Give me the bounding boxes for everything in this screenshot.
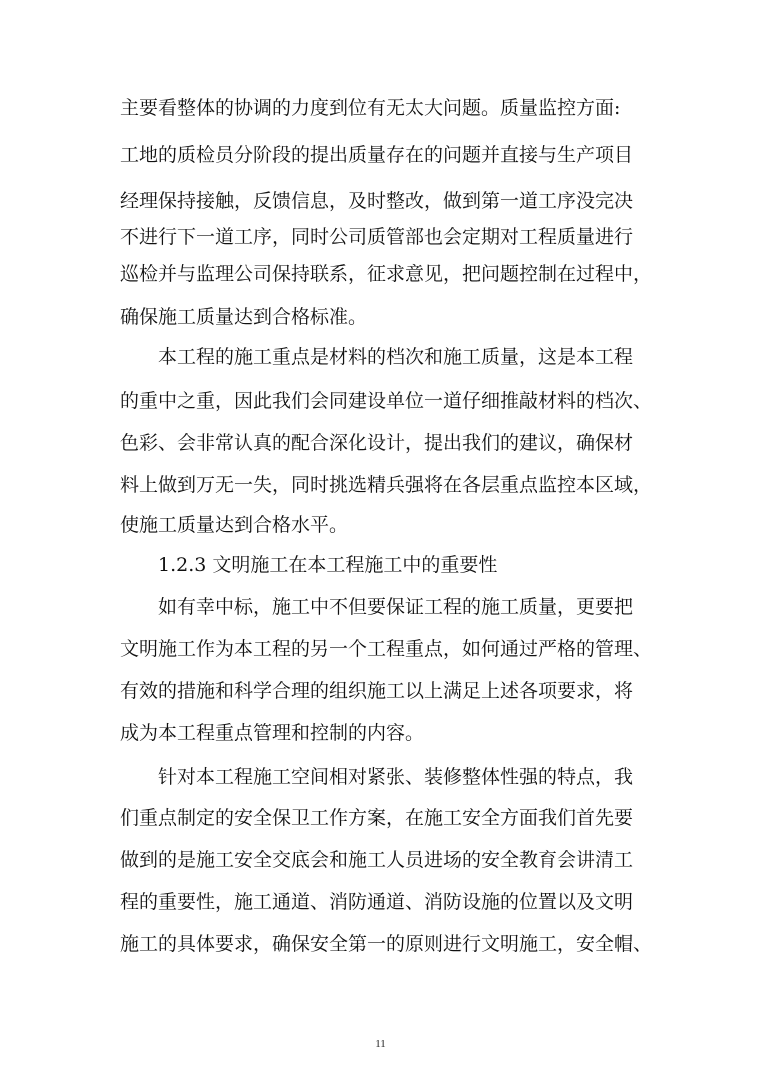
- text-line: 主要看整体的协调的力度到位有无太大问题。质量监控方面:: [120, 97, 621, 119]
- paragraph-first-line: 本工程的施工重点是材料的档次和施工质量，这是本工程: [158, 346, 634, 368]
- section-heading: 1.2.3 文明施工在本工程施工中的重要性: [158, 554, 498, 576]
- text-line: 色彩、会非常认真的配合深化设计，提出我们的建议，确保材: [120, 432, 634, 454]
- text-line: 成为本工程重点管理和控制的内容。: [120, 722, 425, 744]
- text-line: 工地的质检员分阶段的提出质量存在的问题并直接与生产项目: [120, 144, 634, 166]
- text-line: 确保施工质量达到合格标准。: [120, 306, 368, 328]
- text-line: 施工的具体要求，确保安全第一的原则进行文明施工，安全帽、: [120, 933, 653, 955]
- text-line: 不进行下一道工序，同时公司质管部也会定期对工程质量进行: [120, 226, 634, 248]
- text-line: 的重中之重，因此我们会同建设单位一道仔细推敲材料的档次、: [120, 390, 653, 412]
- text-line: 做到的是施工安全交底会和施工人员进场的安全教育会讲清工: [120, 849, 634, 871]
- text-line: 料上做到万无一失，同时挑选精兵强将在各层重点监控本区域，: [120, 474, 653, 496]
- page-number: 11: [375, 1038, 386, 1050]
- text-line: 们重点制定的安全保卫工作方案，在施工安全方面我们首先要: [120, 807, 634, 829]
- text-line: 经理保持接触，反馈信息，及时整改，做到第一道工序没完决: [120, 190, 634, 212]
- paragraph-first-line: 针对本工程施工空间相对紧张、装修整体性强的特点，我: [158, 766, 634, 788]
- text-line: 使施工质量达到合格水平。: [120, 514, 349, 536]
- text-line: 程的重要性，施工通道、消防通道、消防设施的位置以及文明: [120, 891, 634, 913]
- text-line: 巡检并与监理公司保持联系，征求意见，把问题控制在过程中，: [120, 263, 653, 285]
- paragraph-first-line: 如有幸中标，施工中不但要保证工程的施工质量，更要把: [158, 596, 634, 618]
- text-line: 文明施工作为本工程的另一个工程重点，如何通过严格的管理、: [120, 638, 653, 660]
- text-line: 有效的措施和科学合理的组织施工以上满足上述各项要求，将: [120, 680, 634, 702]
